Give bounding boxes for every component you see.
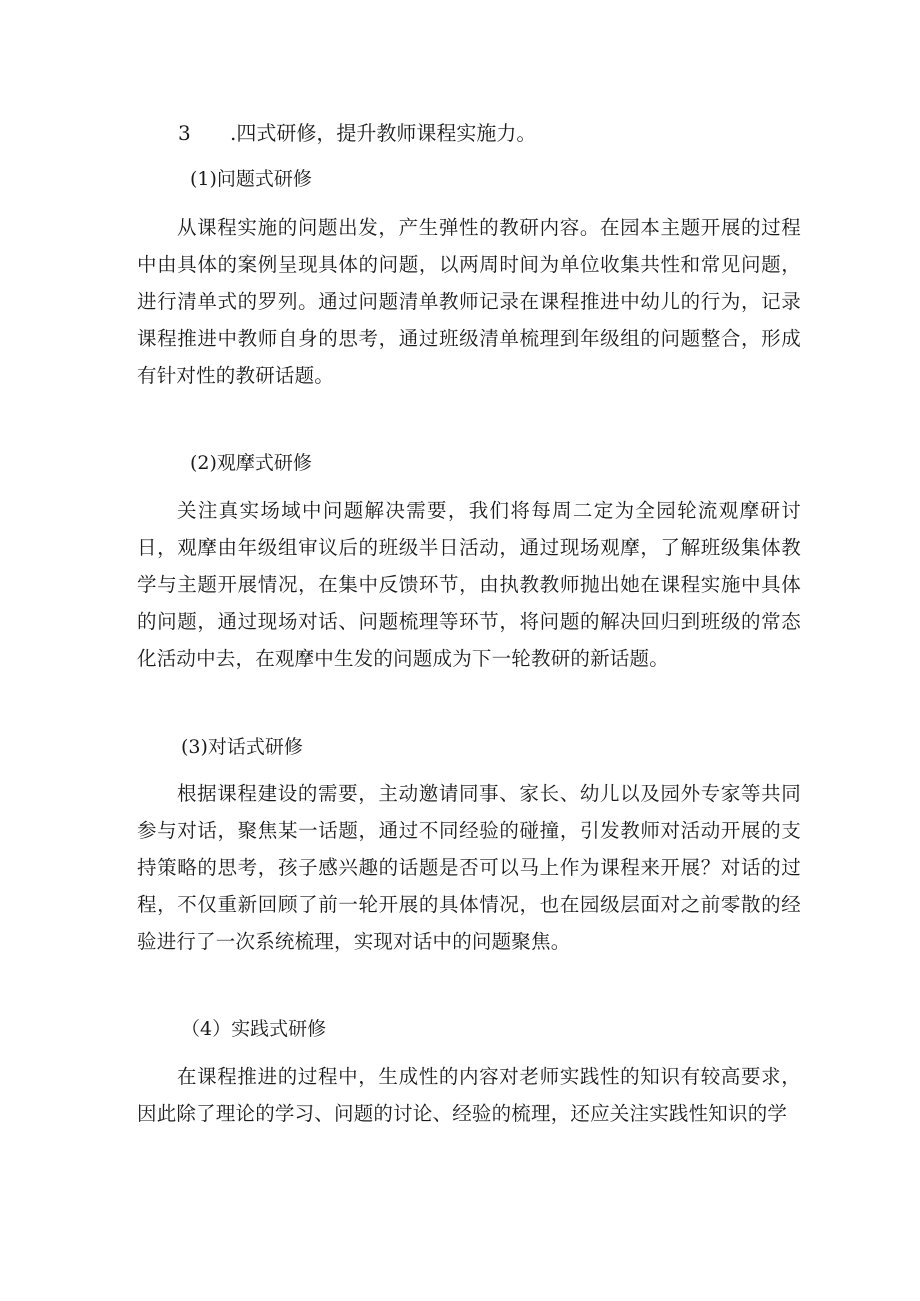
- item-heading-3: (3)对话式研修: [181, 736, 303, 758]
- section-title: .四式研修，提升教师课程实施力。: [230, 121, 537, 145]
- item-heading-4: （4）实践式研修: [181, 1018, 327, 1040]
- item-body-4: 在课程推进的过程中，生成性的内容对老师实践性的知识有较高要求，因此除了理论的学习、问题的讨论、经验的梳理，还应关注实践性知识的学: [137, 1065, 801, 1125]
- item-body-3: 根据课程建设的需要，主动邀请同事、家长、幼儿以及园外专家等共同参与对话，聚焦某一话题，通过不同经验的碰撞，引发教师对活动开展的支持策略的思考，孩子感兴趣的话题是否可以马上作为课程来开展？对话的过程，不仅重新回顾了前一轮开展的具体情况，也在园级层面对之前零散的经验进行了一次系统梳理，实现对话中的问题聚焦。: [137, 782, 801, 953]
- section-number: 3: [178, 121, 191, 145]
- item-body-1: 从课程实施的问题出发，产生弹性的教研内容。在园本主题开展的过程中由具体的案例呈现具体的问题，以两周时间为单位收集共性和常见问题，进行清单式的罗列。通过问题清单教师记录在课程推进中幼儿的行为，记录课程推进中教师自身的思考，通过班级清单梳理到年级组的问题整合，形成有针对性的教研话题。: [137, 216, 801, 387]
- item-heading-1: (1)问题式研修: [190, 168, 312, 190]
- section-heading: [178, 116, 536, 150]
- item-body-2: 关注真实场域中问题解决需要，我们将每周二定为全园轮流观摩研讨日，观摩由年级组审议后的班级半日活动，通过现场观摩，了解班级集体教学与主题开展情况，在集中反馈环节，由执教教师抛出她在课程实施中具体的问题，通过现场对话、问题梳理等环节，将问题的解决回归到班级的常态化活动中去，在观摩中生发的问题成为下一轮教研的新话题。: [137, 499, 801, 670]
- item-heading-2: (2)观摩式研修: [190, 452, 312, 474]
